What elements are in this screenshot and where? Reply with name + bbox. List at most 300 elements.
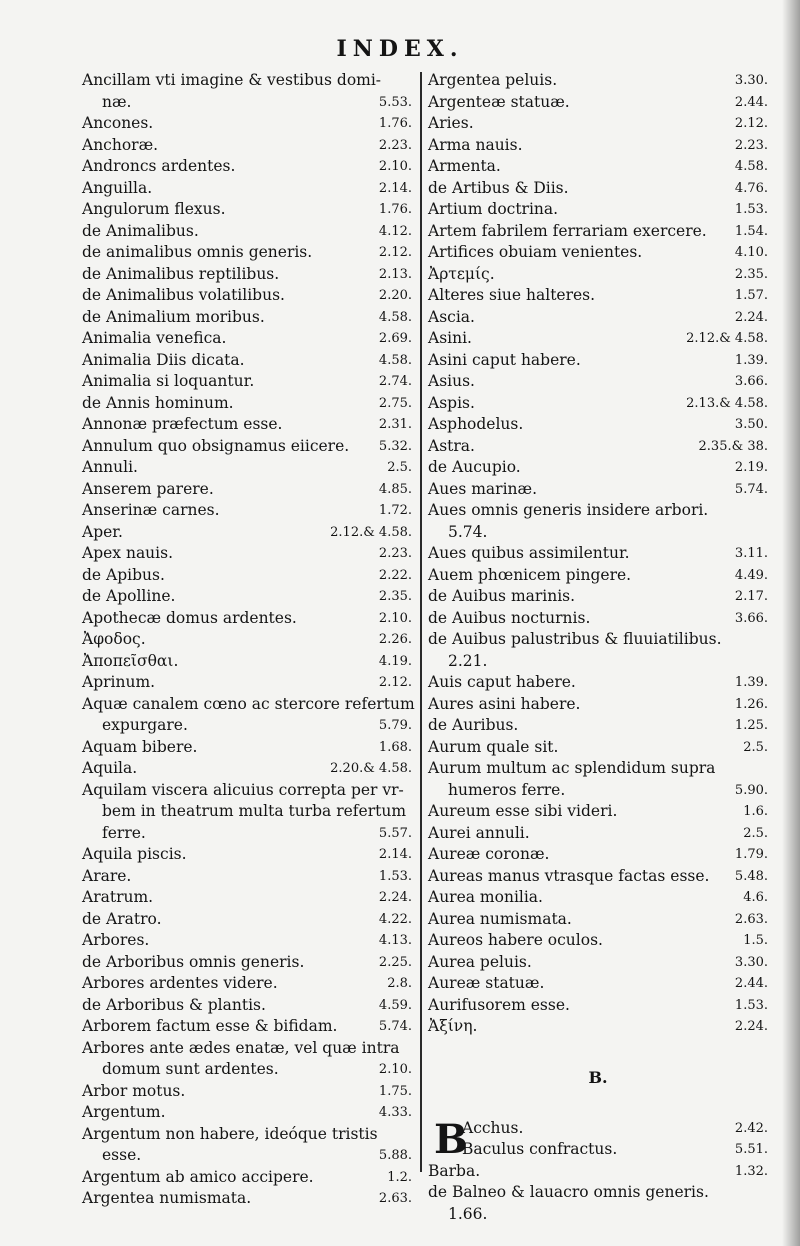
entry-reference: 3.30. — [734, 73, 768, 88]
entry-term: Aprinum. — [82, 673, 156, 691]
section-heading-b: B. — [588, 1067, 608, 1087]
index-entry — [428, 393, 768, 415]
index-entry — [82, 178, 412, 200]
entry-term: de Arboribus omnis generis. — [82, 952, 305, 971]
index-entry — [428, 1182, 768, 1204]
entry-reference: 5.51. — [734, 1142, 768, 1157]
index-entry — [82, 887, 412, 909]
entry-reference: 2.19. — [734, 460, 768, 475]
entry-reference: 2.44. — [734, 94, 768, 110]
entry-term: de Auibus marinis. — [428, 587, 576, 605]
index-entry — [82, 285, 412, 307]
index-entry — [428, 156, 768, 178]
entry-reference: 5.48. — [734, 868, 768, 884]
entry-reference: 2.69. — [378, 331, 412, 346]
index-entry — [82, 909, 412, 931]
index-entry — [82, 952, 412, 974]
entry-term: Anchoræ. — [82, 135, 159, 154]
index-entry — [82, 1038, 412, 1060]
entry-term: Artium doctrina. — [428, 200, 559, 218]
entry-term: Aurum quale sit. — [428, 737, 559, 756]
index-entry — [82, 758, 412, 780]
index-entry — [82, 1081, 412, 1103]
index-entry — [82, 973, 412, 995]
entry-term: de Auribus. — [428, 716, 519, 734]
entry-term: humeros ferre. — [448, 780, 566, 799]
entry-reference: 1.76. — [378, 202, 412, 217]
entry-reference: 1.76. — [378, 116, 412, 131]
entry-reference: 2.13.& 4.58. — [686, 395, 768, 411]
index-entry — [82, 1167, 412, 1189]
entry-reference: 1.32. — [734, 1163, 768, 1179]
entry-term: Aues omnis generis insidere arbori. — [428, 501, 709, 519]
entry-term: Ἀρτεμίς. — [428, 264, 495, 283]
entry-reference: 2.35. — [378, 589, 412, 604]
index-entry — [82, 479, 412, 501]
entry-term: Artifices obuiam venientes. — [428, 243, 643, 261]
entry-term: Argentea peluis. — [428, 71, 558, 89]
entry-term: Aurei annuli. — [428, 823, 530, 842]
entry-reference: 1.6. — [743, 804, 768, 819]
entry-reference: 2.5. — [743, 825, 768, 841]
entry-term: bem in theatrum multa turba refertum — [102, 802, 407, 820]
entry-reference: 2.23. — [734, 137, 768, 153]
entry-reference: 4.59. — [378, 997, 412, 1013]
entry-term: Annulum quo obsignamus eiicere. — [82, 436, 350, 455]
entry-term: Aspis. — [428, 393, 475, 412]
entry-reference: 2.14. — [378, 847, 412, 862]
entry-reference: 2.10. — [378, 159, 412, 174]
entry-term: de Aucupio. — [428, 458, 521, 476]
entry-reference: 2.35. — [734, 266, 768, 282]
entry-reference: 2.25. — [378, 954, 412, 970]
entry-term: Ἀξίνη. — [428, 1017, 478, 1035]
index-entry — [82, 780, 412, 802]
index-entry — [428, 500, 768, 522]
index-entry — [428, 909, 768, 931]
entry-term: esse. — [102, 1146, 142, 1164]
entry-term: Arbores. — [82, 931, 150, 949]
entry-reference: 1.53. — [734, 202, 768, 217]
right-column — [428, 70, 768, 1225]
entry-term: de Aratro. — [82, 909, 162, 928]
entry-reference: 2.12.& 4.58. — [330, 524, 412, 540]
index-entry — [428, 199, 768, 221]
entry-term: de Animalium moribus. — [82, 307, 265, 326]
entry-reference: 5.79. — [378, 718, 412, 733]
index-entry — [428, 135, 768, 157]
index-entry — [428, 1016, 768, 1038]
entry-term: ferre. — [102, 823, 146, 842]
index-entry — [428, 70, 768, 92]
index-entry — [428, 221, 768, 243]
entry-term: Animalia venefica. — [82, 329, 227, 347]
index-entry — [82, 543, 412, 565]
entry-reference: 2.12. — [378, 675, 412, 690]
entry-term: de Annis hominum. — [82, 393, 234, 412]
index-entry — [428, 350, 768, 372]
entry-term: Apex nauis. — [82, 544, 174, 562]
entry-reference: 2.63. — [378, 1191, 412, 1206]
entry-term: Argentum. — [82, 1103, 166, 1121]
index-entry — [428, 264, 768, 286]
entry-term: Animalia Diis dicata. — [82, 350, 245, 369]
index-entry — [428, 887, 768, 909]
index-entry — [428, 844, 768, 866]
entry-reference: 2.17. — [734, 589, 768, 604]
entry-term: Animalia si loquantur. — [82, 372, 255, 390]
entry-term: 5.74. — [448, 522, 488, 541]
entry-term: Androncs ardentes. — [82, 157, 236, 175]
entry-reference: 2.23. — [378, 546, 412, 561]
index-entry — [428, 629, 768, 651]
entry-term: 2.21. — [448, 651, 488, 670]
entry-reference: 3.50. — [734, 417, 768, 432]
entry-reference: 1.53. — [378, 868, 412, 884]
index-entry — [428, 586, 768, 608]
entry-term: Artem fabrilem ferrariam exercere. — [428, 221, 707, 240]
index-entry — [428, 930, 768, 952]
entry-term: Aurea peluis. — [428, 952, 532, 971]
entry-reference: 1.39. — [734, 675, 768, 690]
entry-reference: 2.22. — [378, 567, 412, 583]
entry-reference: 5.74. — [734, 481, 768, 497]
index-entry — [82, 715, 412, 737]
index-entry — [428, 92, 768, 114]
entry-reference: 2.63. — [734, 911, 768, 927]
entry-term: Aureum esse sibi videri. — [428, 802, 618, 820]
index-entry — [428, 113, 768, 135]
entry-term: Ancillam vti imagine & vestibus domi- — [82, 71, 382, 89]
index-entry — [428, 801, 768, 823]
entry-term: Apothecæ domus ardentes. — [82, 608, 297, 627]
index-entry — [82, 436, 412, 458]
entry-term: Auis caput habere. — [428, 673, 576, 691]
index-entry — [82, 221, 412, 243]
page-header: INDEX. — [336, 36, 464, 62]
entry-reference: 1.25. — [734, 718, 768, 733]
entry-term: Aurea monilia. — [428, 888, 543, 906]
index-entry — [428, 651, 768, 673]
drop-cap: B — [434, 1115, 468, 1163]
index-entry — [82, 1145, 412, 1167]
index-entry — [82, 586, 412, 608]
entry-reference: 2.5. — [743, 739, 768, 755]
entry-term: Argentea numismata. — [82, 1189, 252, 1207]
column-divider — [420, 72, 422, 1172]
entry-reference: 4.85. — [378, 481, 412, 497]
entry-term: Aures asini habere. — [428, 694, 581, 713]
entry-term: Aries. — [428, 114, 474, 132]
index-entry — [82, 307, 412, 329]
entry-reference: 1.72. — [378, 503, 412, 518]
entry-term: Arbor motus. — [82, 1081, 186, 1100]
entry-reference: 2.8. — [387, 976, 412, 991]
entry-reference: 2.20. — [378, 288, 412, 303]
entry-reference: 4.12. — [378, 223, 412, 239]
entry-reference: 3.66. — [734, 610, 768, 626]
entry-reference: 5.88. — [378, 1148, 412, 1163]
entry-reference: 2.74. — [378, 374, 412, 389]
entry-term: Ἀποπεῖσθαι. — [82, 651, 179, 670]
entry-reference: 1.68. — [378, 739, 412, 755]
index-entry — [82, 565, 412, 587]
index-entry — [428, 307, 768, 329]
entry-reference: 2.31. — [378, 417, 412, 432]
entry-term: Acchus. — [462, 1118, 524, 1137]
entry-reference: 3.11. — [734, 546, 768, 561]
index-entry — [82, 199, 412, 221]
entry-reference: 4.58. — [378, 352, 412, 368]
entry-term: Ancones. — [82, 114, 154, 132]
entry-reference: 1.39. — [734, 352, 768, 368]
index-entry — [428, 371, 768, 393]
entry-reference: 4.58. — [734, 159, 768, 174]
entry-reference: 5.32. — [378, 438, 412, 454]
entry-reference: 2.75. — [378, 395, 412, 411]
index-entry — [428, 1139, 768, 1161]
index-entry — [82, 844, 412, 866]
entry-reference: 4.49. — [734, 567, 768, 583]
entry-term: de Animalibus reptilibus. — [82, 264, 280, 283]
index-entry — [82, 823, 412, 845]
index-entry — [82, 1188, 412, 1210]
index-entry — [82, 1059, 412, 1081]
index-entry — [428, 823, 768, 845]
entry-term: Annuli. — [82, 458, 138, 476]
entry-term: Aquila. — [82, 759, 138, 777]
index-entry — [428, 479, 768, 501]
index-entry — [428, 737, 768, 759]
index-entry — [82, 393, 412, 415]
entry-term: Aureas manus vtrasque factas esse. — [428, 866, 710, 885]
index-entry — [428, 328, 768, 350]
entry-reference: 5.74. — [378, 1019, 412, 1034]
index-entry — [428, 522, 768, 544]
index-entry — [428, 285, 768, 307]
entry-term: Argentum non habere, ideóque tristis — [82, 1124, 378, 1143]
index-entry — [82, 522, 412, 544]
index-entry — [82, 135, 412, 157]
index-entry — [428, 1161, 768, 1183]
index-entry — [428, 565, 768, 587]
entry-reference: 5.90. — [734, 782, 768, 798]
entry-term: de Artibus & Diis. — [428, 178, 569, 197]
index-entry — [82, 737, 412, 759]
entry-reference: 2.10. — [378, 1062, 412, 1077]
entry-term: Aurifusorem esse. — [428, 995, 570, 1014]
index-entry — [82, 92, 412, 114]
index-entry — [428, 672, 768, 694]
index-entry — [82, 113, 412, 135]
entry-reference: 4.6. — [743, 890, 768, 905]
entry-term: Anserinæ carnes. — [82, 501, 220, 519]
index-entry — [82, 608, 412, 630]
entry-term: Aquila piscis. — [82, 845, 187, 863]
index-entry — [82, 672, 412, 694]
index-entry — [428, 178, 768, 200]
entry-term: Aureos habere oculos. — [428, 931, 603, 949]
index-entry — [428, 694, 768, 716]
entry-term: 1.66. — [448, 1204, 488, 1223]
entry-reference: 1.2. — [387, 1169, 412, 1185]
entry-term: Barba. — [428, 1161, 481, 1180]
entry-reference: 2.24. — [378, 890, 412, 905]
index-entry — [82, 328, 412, 350]
entry-term: Aper. — [82, 522, 123, 541]
entry-term: de animalibus omnis generis. — [82, 243, 313, 261]
entry-term: de Animalibus volatilibus. — [82, 286, 285, 304]
entry-term: Arma nauis. — [428, 135, 523, 154]
entry-term: de Arboribus & plantis. — [82, 995, 266, 1014]
entry-term: Aues quibus assimilentur. — [428, 544, 630, 562]
index-entry — [428, 715, 768, 737]
entry-reference: 2.24. — [734, 1019, 768, 1034]
entry-reference: 2.13. — [378, 266, 412, 282]
entry-reference: 1.26. — [734, 696, 768, 712]
entry-term: næ. — [102, 92, 132, 111]
entry-reference: 1.5. — [743, 933, 768, 948]
entry-term: Angulorum flexus. — [82, 200, 226, 218]
index-entry — [82, 629, 412, 651]
index-entry — [428, 242, 768, 264]
entry-term: Arare. — [82, 866, 132, 885]
entry-reference: 1.75. — [378, 1083, 412, 1099]
entry-term: de Balneo & lauacro omnis generis. — [428, 1183, 709, 1201]
index-entry — [428, 780, 768, 802]
index-entry — [428, 608, 768, 630]
entry-term: Asini caput habere. — [428, 350, 581, 369]
index-entry — [82, 242, 412, 264]
index-entry — [82, 694, 415, 716]
index-entry — [82, 500, 412, 522]
entry-term: Anguilla. — [82, 178, 153, 197]
entry-reference: 2.12. — [378, 245, 412, 260]
entry-reference: 2.5. — [387, 460, 412, 475]
entry-reference: 4.13. — [378, 933, 412, 948]
entry-reference: 1.79. — [734, 847, 768, 862]
entry-term: Asius. — [428, 372, 475, 390]
index-entry — [82, 70, 412, 92]
index-entry — [82, 371, 412, 393]
entry-term: Arbores ante ædes enatæ, vel quæ intra — [82, 1038, 400, 1057]
entry-reference: 2.23. — [378, 137, 412, 153]
entry-reference: 4.58. — [378, 309, 412, 325]
index-entry — [82, 264, 412, 286]
index-entry — [82, 414, 412, 436]
entry-term: Aquam bibere. — [82, 737, 198, 756]
index-entry — [82, 457, 412, 479]
entry-term: Auem phœnicem pingere. — [428, 565, 632, 584]
entry-term: Arborem factum esse & bifidam. — [82, 1017, 338, 1035]
entry-reference: 2.20.& 4.58. — [330, 761, 412, 776]
entry-term: Aquæ canalem cœno ac stercore refertum — [82, 694, 415, 713]
entry-reference: 2.24. — [734, 309, 768, 325]
index-entry — [428, 995, 768, 1017]
entry-term: Asini. — [428, 329, 472, 347]
entry-reference: 1.57. — [734, 288, 768, 303]
entry-reference: 4.33. — [378, 1105, 412, 1120]
entry-term: Aurea numismata. — [428, 909, 572, 928]
index-entry — [428, 758, 768, 780]
entry-reference: 5.53. — [378, 94, 412, 110]
entry-term: Annonæ præfectum esse. — [82, 415, 283, 433]
entry-reference: 2.44. — [734, 976, 768, 991]
left-column — [82, 70, 415, 1210]
index-entry — [82, 801, 412, 823]
index-entry — [428, 1204, 768, 1226]
entry-reference: 1.54. — [734, 223, 768, 239]
index-entry — [428, 952, 768, 974]
entry-term: Aurum multum ac splendidum supra — [428, 759, 716, 777]
entry-reference: 2.35.& 38. — [698, 438, 768, 454]
entry-term: Anserem parere. — [82, 479, 214, 498]
entry-reference: 2.26. — [378, 632, 412, 647]
entry-reference: 4.22. — [378, 911, 412, 927]
entry-term: de Auibus nocturnis. — [428, 608, 591, 627]
entry-term: de Apibus. — [82, 565, 165, 584]
entry-reference: 4.76. — [734, 180, 768, 196]
index-entry — [82, 866, 412, 888]
entry-term: de Auibus palustribus & fluuiatilibus. — [428, 630, 722, 648]
entry-term: Argenteæ statuæ. — [428, 92, 570, 111]
entry-reference: 4.10. — [734, 245, 768, 260]
entry-reference: 5.57. — [378, 825, 412, 841]
entry-reference: 2.14. — [378, 180, 412, 196]
index-entry — [82, 995, 412, 1017]
entry-term: Baculus confractus. — [462, 1140, 618, 1158]
entry-term: Aureæ coronæ. — [428, 845, 550, 863]
index-entry — [82, 1124, 412, 1146]
index-entry — [82, 156, 412, 178]
entry-reference: 3.30. — [734, 954, 768, 970]
entry-term: Ascia. — [428, 307, 475, 326]
index-entry — [428, 436, 768, 458]
entry-term: Aues marinæ. — [428, 479, 538, 498]
entry-term: Aratrum. — [82, 888, 154, 906]
entry-term: Aureæ statuæ. — [428, 974, 545, 992]
entry-term: Astra. — [428, 436, 475, 455]
entry-reference: 2.42. — [734, 1120, 768, 1136]
index-entry — [428, 414, 768, 436]
entry-term: de Animalibus. — [82, 221, 199, 240]
index-entry — [82, 350, 412, 372]
entry-term: Arbores ardentes videre. — [82, 974, 278, 992]
entry-reference: 1.53. — [734, 997, 768, 1013]
entry-term: Argentum ab amico accipere. — [82, 1167, 314, 1186]
index-entry — [428, 973, 768, 995]
entry-reference: 3.66. — [734, 374, 768, 389]
entry-term: expurgare. — [102, 716, 188, 734]
entry-reference: 2.12.& 4.58. — [686, 331, 768, 346]
index-entry — [82, 1102, 412, 1124]
index-entry — [428, 543, 768, 565]
entry-term: Armenta. — [428, 157, 501, 175]
entry-reference: 2.10. — [378, 610, 412, 626]
index-entry — [428, 457, 768, 479]
entry-term: Asphodelus. — [428, 415, 524, 433]
entry-term: de Apolline. — [82, 587, 176, 605]
entry-reference: 2.12. — [734, 116, 768, 131]
entry-reference: 4.19. — [378, 653, 412, 669]
entry-term: Alteres siue halteres. — [428, 286, 596, 304]
index-entry — [82, 930, 412, 952]
entry-term: domum sunt ardentes. — [102, 1060, 279, 1078]
entry-term: Ἀφοδος. — [82, 630, 146, 648]
index-entry — [428, 866, 768, 888]
index-entry — [82, 651, 412, 673]
entry-term: Aquilam viscera alicuius correpta per vr- — [82, 780, 404, 799]
